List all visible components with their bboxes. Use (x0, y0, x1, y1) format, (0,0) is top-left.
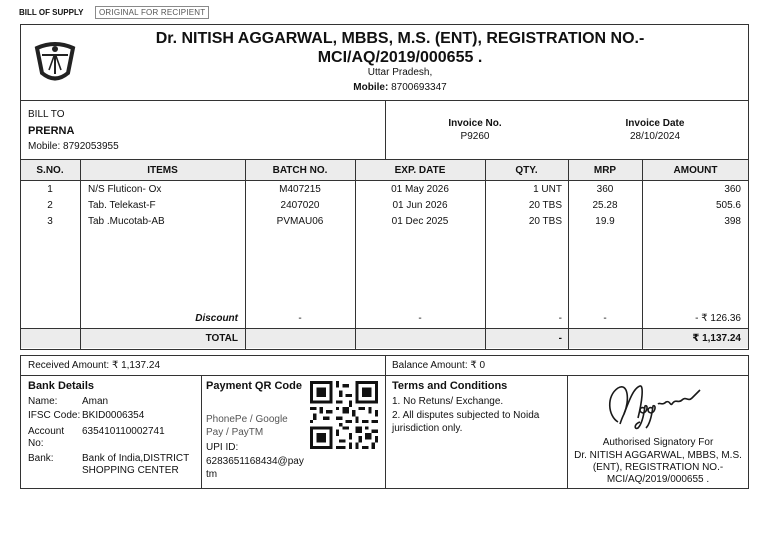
row-exp-date: 01 Jun 2026 (392, 200, 448, 211)
discount-label: Discount (195, 313, 238, 324)
row-item: Tab. Telekast-F (88, 200, 156, 211)
row-item: N/S Fluticon- Ox (88, 184, 162, 195)
terms-title: Terms and Conditions (392, 380, 508, 392)
col-header-batch: BATCH NO. (272, 165, 328, 176)
row-batch: PVMAU06 (276, 216, 324, 227)
clinic-name-line1: Dr. NITISH AGGARWAL, MBBS, M.S. (ENT), REGISTRATION NO.- (155, 30, 645, 47)
received-amount-value: ₹ 1,137.24 (111, 360, 161, 371)
discount-batch: - (298, 313, 302, 324)
discount-mrp: - (603, 313, 607, 324)
signature-image (600, 378, 712, 434)
clinic-mobile (220, 82, 580, 93)
terms-line2: 2. All disputes subjected to Noida jurisdiction only. (392, 410, 540, 434)
ifsc-value: BKID0006354 (82, 410, 145, 421)
invoice-number-label: Invoice No. (448, 118, 502, 129)
col-header-sno: S.NO. (36, 165, 64, 176)
row-batch: M407215 (279, 184, 321, 195)
upi-label: UPI ID: (206, 442, 239, 453)
row-amount: 360 (724, 184, 741, 195)
bank-name-value: Aman (82, 396, 109, 407)
row-exp-date: 01 Dec 2025 (391, 216, 449, 227)
total-amount: ₹ 1,137.24 (692, 333, 741, 344)
row-qty: 1 UNT (533, 184, 562, 195)
account-label: Account No: (28, 426, 65, 449)
signatory-line2: Dr. NITISH AGGARWAL, MBBS, M.S. (ENT), REGISTRATION NO.- MCI/AQ/2019/000655 . (574, 450, 742, 485)
clinic-mobile-value: 8700693347 (391, 82, 447, 93)
invoice-date-label: Invoice Date (625, 118, 685, 129)
customer-mobile (28, 141, 119, 152)
bill-to-label: BILL TO (28, 109, 65, 120)
row-item: Tab .Mucotab-AB (88, 216, 165, 227)
balance-amount (392, 360, 485, 371)
balance-amount-value: ₹ 0 (470, 360, 486, 371)
row-exp-date: 01 May 2026 (391, 184, 449, 195)
upi-value: 6283651168434@paytm (206, 456, 304, 480)
clinic-mobile-label: Mobile: (353, 82, 389, 93)
invoice-number-value: P9260 (460, 131, 490, 142)
discount-exp: - (418, 313, 422, 324)
received-amount-label: Received Amount: (28, 360, 110, 371)
bank-name-label: Name: (28, 396, 58, 407)
ifsc-label: IFSC Code: (28, 410, 81, 421)
col-header-mrp: MRP (593, 165, 617, 176)
row-qty: 20 TBS (528, 200, 562, 211)
customer-mobile-value: 8792053955 (63, 141, 119, 152)
row-amount: 505.6 (715, 200, 741, 211)
signatory-line1: Authorised Signatory For (602, 437, 714, 448)
col-header-qty: QTY. (515, 165, 538, 176)
balance-amount-label: Balance Amount: (392, 360, 468, 371)
discount-amount: - ₹ 126.36 (695, 313, 741, 324)
col-header-exp-date: EXP. DATE (394, 165, 446, 176)
total-label: TOTAL (205, 333, 238, 344)
bank-value: Bank of India,DISTRICT SHOPPING CENTER (82, 453, 190, 476)
clinic-state: Uttar Pradesh, (367, 67, 433, 78)
row-amount: 398 (724, 216, 741, 227)
row-sno: 1 (47, 184, 53, 195)
payment-methods: PhonePe / Google Pay / PayTM (206, 414, 288, 438)
row-sno: 3 (47, 216, 53, 227)
document-type-label: BILL OF SUPPLY (19, 8, 84, 17)
terms-line1: 1. No Retuns/ Exchange. (392, 396, 504, 407)
clinic-logo-icon (32, 40, 78, 84)
row-batch: 2407020 (280, 200, 320, 211)
bank-label: Bank: (28, 453, 54, 464)
row-qty: 20 TBS (528, 216, 562, 227)
total-qty: - (558, 333, 562, 344)
row-sno: 2 (47, 200, 53, 211)
discount-qty: - (558, 313, 562, 324)
customer-name: PRERNA (28, 125, 75, 137)
row-mrp: 360 (596, 184, 614, 195)
col-header-amount: AMOUNT (673, 165, 718, 176)
payment-qr-code (310, 381, 378, 449)
received-amount (28, 360, 160, 371)
bank-details-title: Bank Details (28, 380, 95, 392)
clinic-name-line2: MCI/AQ/2019/000655 . (317, 49, 483, 66)
invoice-date-value: 28/10/2024 (629, 131, 681, 142)
row-mrp: 25.28 (592, 200, 618, 211)
row-mrp: 19.9 (595, 216, 615, 227)
copy-tag-badge: ORIGINAL FOR RECIPIENT (95, 6, 209, 19)
customer-mobile-label: Mobile: (28, 141, 61, 152)
col-header-items: ITEMS (147, 165, 178, 176)
payment-qr-title: Payment QR Code (206, 380, 302, 392)
account-value: 635410110002741 (82, 426, 165, 437)
